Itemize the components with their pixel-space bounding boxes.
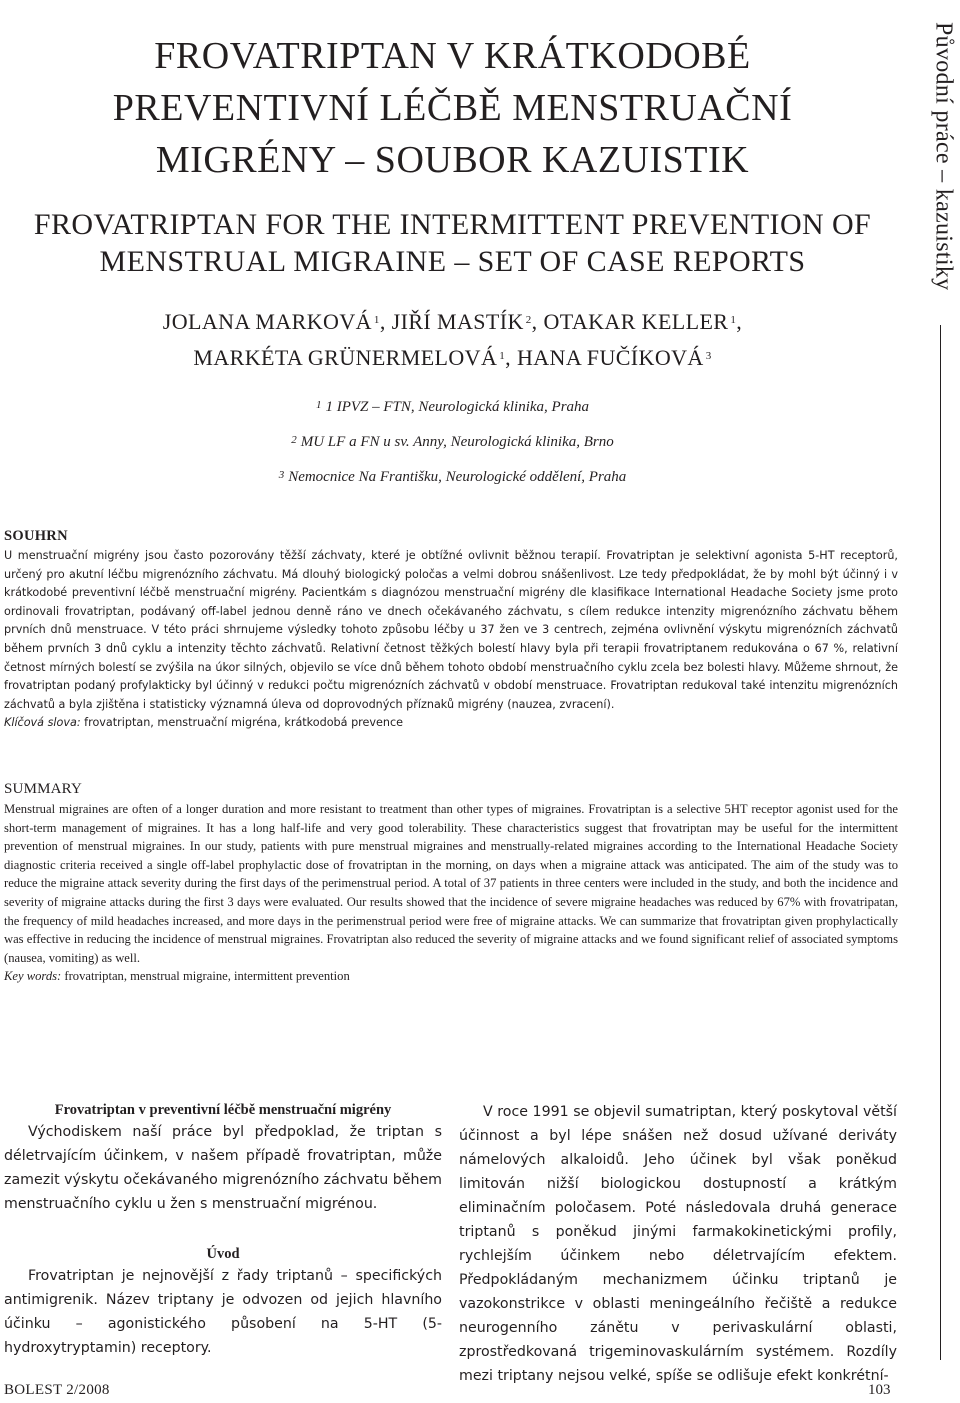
affiliation-mark: 1 [315, 399, 322, 411]
author-name: MARKÉTA GRÜNERMELOVÁ [193, 345, 498, 370]
author-name: JIŘÍ MASTÍK [391, 309, 524, 334]
author-affiliation-mark: 1 [499, 350, 506, 362]
journal-issue: BOLEST 2/2008 [4, 1382, 110, 1398]
author-separator: , [736, 309, 743, 334]
title-english-line: MENSTRUAL MIGRAINE – SET OF CASE REPORTS [99, 245, 806, 278]
author-name: HANA FUČÍKOVÁ [516, 345, 704, 370]
keywords-english [4, 967, 898, 986]
authors [0, 304, 905, 376]
keywords-english-label: Key words: [4, 969, 62, 984]
keywords-czech [4, 714, 898, 733]
title-english [0, 206, 905, 280]
affiliations [0, 390, 905, 495]
author-name: JOLANA MARKOVÁ [162, 309, 372, 334]
section-heading-uvod: Úvod [206, 1246, 240, 1262]
author-separator: , [379, 309, 392, 334]
title-block [0, 30, 905, 495]
affiliation-text: Nemocnice Na Františku, Neurologické oddělení, Praha [288, 469, 627, 485]
section-side-label-text: Původní práce – kazuistiky [930, 22, 957, 291]
affiliation [0, 460, 905, 495]
title-czech-line: PREVENTIVNÍ LÉČBĚ MENSTRUAČNÍ [112, 87, 793, 129]
abstract-czech-heading: SOUHRN [4, 528, 68, 544]
affiliation-text: MU LF a FN u sv. Anny, Neurologická klinika, Brno [300, 434, 614, 450]
author-name: OTAKAR KELLER [543, 309, 729, 334]
side-divider-rule [940, 325, 941, 1360]
abstract-czech-body: U menstruační migrény jsou často pozorovány těžší záchvaty, které je obtížné ovlivnit běžnou terapií. Frovatriptan je selektivní agonista 5-HT receptorů, určený pro akutní léčbu migrenózního záchvatu. Má dlouhý biologický poločas a velmi dobrou snášenlivost. Lze tedy předpokládat, že by mohl být účinný i v krátkodobé preventivní léčbě menstruační migrény. Pacientkám s diagnózou menstruační migrény dle klasifikace International Headache Society jsme proto ordinovali frovatriptan, podávaný off-label jednou denně ráno ve dnech očekávaného záchvatu, s cílem redukce intenzity migrenózního záchvatu během prvních dnů menstruace. V této práci shrnujeme výsledky tohoto způsobu léčby u 37 žen ve 3 centrech, zejména ovlivnění výskytu migrenózních záchvatů během prvních 3 dnů cyklu a intenzity těchto záchvatů. Relativní četnost těžkých bolestí hlavy byla při terapii frovatriptanem redukována o 67 %, relativní četnost mírných bolestí se zvýšila na úkor silných, objevilo se více dnů během tohoto období menstruačního cyklu zcela bez bolesti hlavy. Můžeme shrnout, že frovatriptan podaný profylakticky byl účinný v redukci počtu migrenózních záchvatů v období menstruace. Frovatriptan redukoval také intenzitu migrenózních záchvatů a byla zjištěna i statisticky významná úleva od doprovodných příznaků migrény (nauzea, zvracení). [4, 549, 898, 711]
title-czech-line: FROVATRIPTAN V KRÁTKODOBÉ [154, 35, 751, 77]
abstract-english-body: Menstrual migraines are often of a longer duration and more resistant to treatment than other types of migraines. Frovatriptan is a selective 5HT receptor agonist used for the short-term management of migraines. It has a long half-life and very good tolerability. These characteristics suggest that frovatriptan may be useful for the intermittent prevention of menstrual migraines. In our study, patients with pure menstrual migraines and menstrually-related migraines according to the International Headache Society diagnostic criteria received a single off-label prophylactic dose of frovatriptan in the morning, on days when a migraine attack was anticipated. The aim of the study was to reduce the migraine attack severity during the first days of the perimenstrual period. A total of 37 patients in three centers were included in the study, and both the incidence and severity of migraine attacks during the first 3 days were evaluated. Our results showed that the incidence of severe migraine headaches was reduced by 67% with frovatripatan, the frequency of mild headaches increased, and more days in the perimenstrual period were free of migraine attacks. We can summarize that frovatriptan given prophylactically was effective in reducing the incidence of menstrual migraines. Frovatriptan also reduced the severity of migraine attacks and we found significant relief of associated symptoms (nausea, vomiting) as well. [4, 802, 898, 965]
section-side-label [926, 4, 960, 309]
authors-line [0, 340, 905, 376]
keywords-english-text: frovatriptan, menstrual migraine, intermittent prevention [61, 969, 350, 984]
authors-line [0, 304, 905, 340]
title-english-line: FROVATRIPTAN FOR THE INTERMITTENT PREVENTION OF [33, 208, 872, 241]
affiliation-text: 1 IPVZ – FTN, Neurologická klinika, Praha [325, 399, 590, 415]
abstract-english [4, 780, 898, 986]
keywords-czech-label: Klíčová slova: [4, 716, 81, 730]
body-column-right [459, 1100, 897, 1388]
author-affiliation-mark: 3 [705, 350, 712, 362]
body-column-left [4, 1100, 442, 1360]
affiliation [0, 425, 905, 460]
affiliation-mark: 2 [291, 434, 297, 446]
author-affiliation-mark: 2 [525, 314, 532, 326]
keywords-czech-text: frovatriptan, menstruační migréna, krátkodobá prevence [80, 716, 404, 730]
body-paragraph: Frovatriptan je nejnovější z řady triptanů – specifických antimigrenik. Název triptany je odvozen od jejich hlavního účinku – agonistického působení na 5-HT (5-hydroxytryptamin) receptory. [4, 1268, 442, 1356]
affiliation [0, 390, 905, 425]
author-affiliation-mark: 1 [730, 314, 737, 326]
author-separator: , [505, 345, 517, 370]
abstract-english-heading: SUMMARY [4, 781, 83, 797]
title-czech-line: MIGRÉNY – SOUBOR KAZUISTIK [155, 139, 750, 181]
affiliation-mark: 3 [278, 469, 285, 481]
abstract-czech [4, 527, 898, 733]
body-paragraph: Východiskem naší práce byl předpoklad, že triptan s déletrvajícím účinkem, v našem případě frovatriptan, může zamezit výskytu očekávaného migrenózního záchvatu během menstruačního cyklu u žen s menstruační migrénou. [4, 1124, 442, 1212]
page-number: 103 [868, 1382, 891, 1398]
body-paragraph: V roce 1991 se objevil sumatriptan, který poskytoval větší účinnost a byl lépe snášen než dosud užívané deriváty námelových alkaloidů. Jeho účinek byl však poněkud limitován nižší biologickou dostupností a krátkým eliminačním poločasem. Poté následovala druhá generace triptanů s poněkud jinými farmakokinetickými profily, rychlejším účinkem nebo déletrvajícím efektem. Předpokládaným mechanizmem účinku triptanů je vazokonstrikce v oblasti meningeálního řečiště a redukce neurogenního zánětu v perivaskulární oblasti, zprostředkovaná trigeminovaskulárním systémem. Rozdíly mezi triptany nejsou velké, spíše se odlišuje efekt konkrétní- [459, 1104, 897, 1384]
author-separator: , [531, 309, 544, 334]
section-heading-frovatriptan: Frovatriptan v preventivní léčbě menstruační migrény [54, 1102, 392, 1118]
title-czech [0, 30, 905, 186]
author-affiliation-mark: 1 [373, 314, 380, 326]
